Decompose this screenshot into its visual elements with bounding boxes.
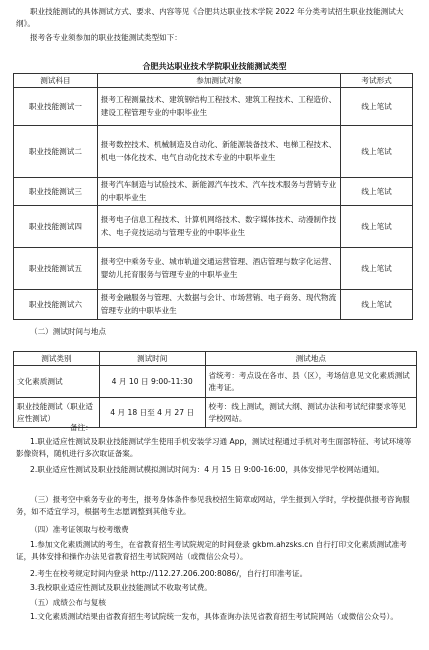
cell-target: 报考电子信息工程技术、计算机网络技术、数字媒体技术、动漫制作技术、电子竞技运动与管理专业的中职毕业生: [97, 206, 340, 248]
cell-subject: 职业技能测试六: [14, 290, 98, 320]
notes-label: 备注：: [70, 423, 93, 432]
header-place: 测试地点: [205, 352, 416, 366]
cell-subject: 职业技能测试一: [14, 88, 98, 126]
cell-target: 报考汽车制造与试验技术、新能源汽车技术、汽车技术服务与营销专业的中职毕业生: [97, 178, 340, 206]
cell-target: 报考数控技术、机械制造及自动化、新能源装备技术、电梯工程技术、机电一体化技术、电气自动化技术专业的中职毕业生: [97, 126, 340, 178]
table-row: [14, 88, 413, 126]
cell-target: 报考金融服务与管理、大数据与会计、市场营销、电子商务、现代物流管理专业的中职毕业生: [97, 290, 340, 320]
table-row: [14, 206, 413, 248]
schedule-table: [13, 351, 417, 428]
section2-heading: （二）测试时间与地点: [30, 327, 106, 336]
cell-subject: 职业技能测试二: [14, 126, 98, 178]
table-header-row: [14, 74, 413, 88]
test-type-table: [13, 73, 413, 320]
section5-item-1: 1.文化素质测试结果由省教育招生考试院统一发布，具体查询办法见省教育招生考试院网站（或微信公众号）。: [30, 612, 398, 621]
cell-time: 4 月 18 日至 4 月 27 日: [99, 398, 205, 428]
cell-place: 省统考：考点设在各市、县（区），考场信息见文化素质测试准考证。: [205, 366, 416, 398]
section4-item-3: 3.我校职业适应性测试及职业技能测试不收取考试费。: [30, 583, 212, 592]
section4-item-2: 2.考生在校考规定时间内登录 http://112.27.206.200:8086/，自行打印准考证。: [30, 569, 308, 578]
table-row: [14, 290, 413, 320]
cell-target: 报考空中乘务专业、城市轨道交通运营管理、酒店管理与数字化运营、婴幼儿托育服务与管理专业的中职毕业生: [97, 248, 340, 290]
cell-subject: 职业技能测试四: [14, 206, 98, 248]
table-row: [14, 366, 417, 398]
table-row: [14, 178, 413, 206]
cell-form: 线上笔试: [341, 88, 413, 126]
table-row: [14, 126, 413, 178]
cell-target: 报考工程测量技术、建筑钢结构工程技术、建筑工程技术、工程造价、建设工程管理专业的中职毕业生: [97, 88, 340, 126]
note-2: 2.职业适应性测试及职业技能测试模拟测试时间为：4 月 15 日 9:00-16:00，具体安排见学校网站通知。: [30, 465, 385, 474]
cell-form: 线上笔试: [341, 290, 413, 320]
note-1: 1.职业适应性测试及职业技能测试学生使用手机安装学习通 App，测试过程通过手机对考生面部特征、考试环境等影像资料，随机进行多次取证备案。: [16, 437, 412, 458]
header-form: 考试形式: [341, 74, 413, 88]
table-row: [14, 248, 413, 290]
header-subject: 测试科目: [14, 74, 98, 88]
cell-type: 职业技能测试（职业适应性测试）: [14, 398, 100, 428]
cell-form: 线上笔试: [341, 248, 413, 290]
intro-paragraph: 职业技能测试的具体测试方式、要求、内容等见《合肥共达职业技术学院 2022 年分类考试招生职业技能测试大纲》。: [16, 7, 404, 28]
header-target: 参加测试对象: [97, 74, 340, 88]
header-time: 测试时间: [99, 352, 205, 366]
cell-subject: 职业技能测试五: [14, 248, 98, 290]
cell-type: 文化素质测试: [14, 366, 100, 398]
intro-note: 报考各专业须参加的职业技能测试类型如下：: [30, 33, 182, 42]
cell-form: 线上笔试: [341, 178, 413, 206]
note-3: （三）报考空中乘务专业的考生，报考身体条件参见我校招生简章或网站，学生报到入学时，学校提供报考咨询服务，如不适宜学习，根据考生志愿调整到其他专业。: [16, 495, 410, 516]
cell-form: 线上笔试: [341, 126, 413, 178]
table-header-row: [14, 352, 417, 366]
section4-item-1: 1.参加文化素质测试的考生，在省教育招生考试院规定的时间登录 gkbm.ahzsks.cn 自行打印文化素质测试准考证，具体安排和操作办法见省教育招生考试院网站（或微信公众号）。: [16, 540, 407, 561]
table1-title: 合肥共达职业技术学院职业技能测试类型: [142, 62, 287, 71]
header-type: 测试类别: [14, 352, 100, 366]
cell-subject: 职业技能测试三: [14, 178, 98, 206]
section5-heading: （五）成绩公布与复核: [30, 598, 106, 607]
cell-place: 校考：线上测试，测试大纲、测试办法和考试纪律要求等见学校网站。: [205, 398, 416, 428]
section4-heading: （四）准考证领取与校考缴费: [30, 525, 129, 534]
cell-form: 线上笔试: [341, 206, 413, 248]
cell-time: 4 月 10 日 9:00-11:30: [99, 366, 205, 398]
